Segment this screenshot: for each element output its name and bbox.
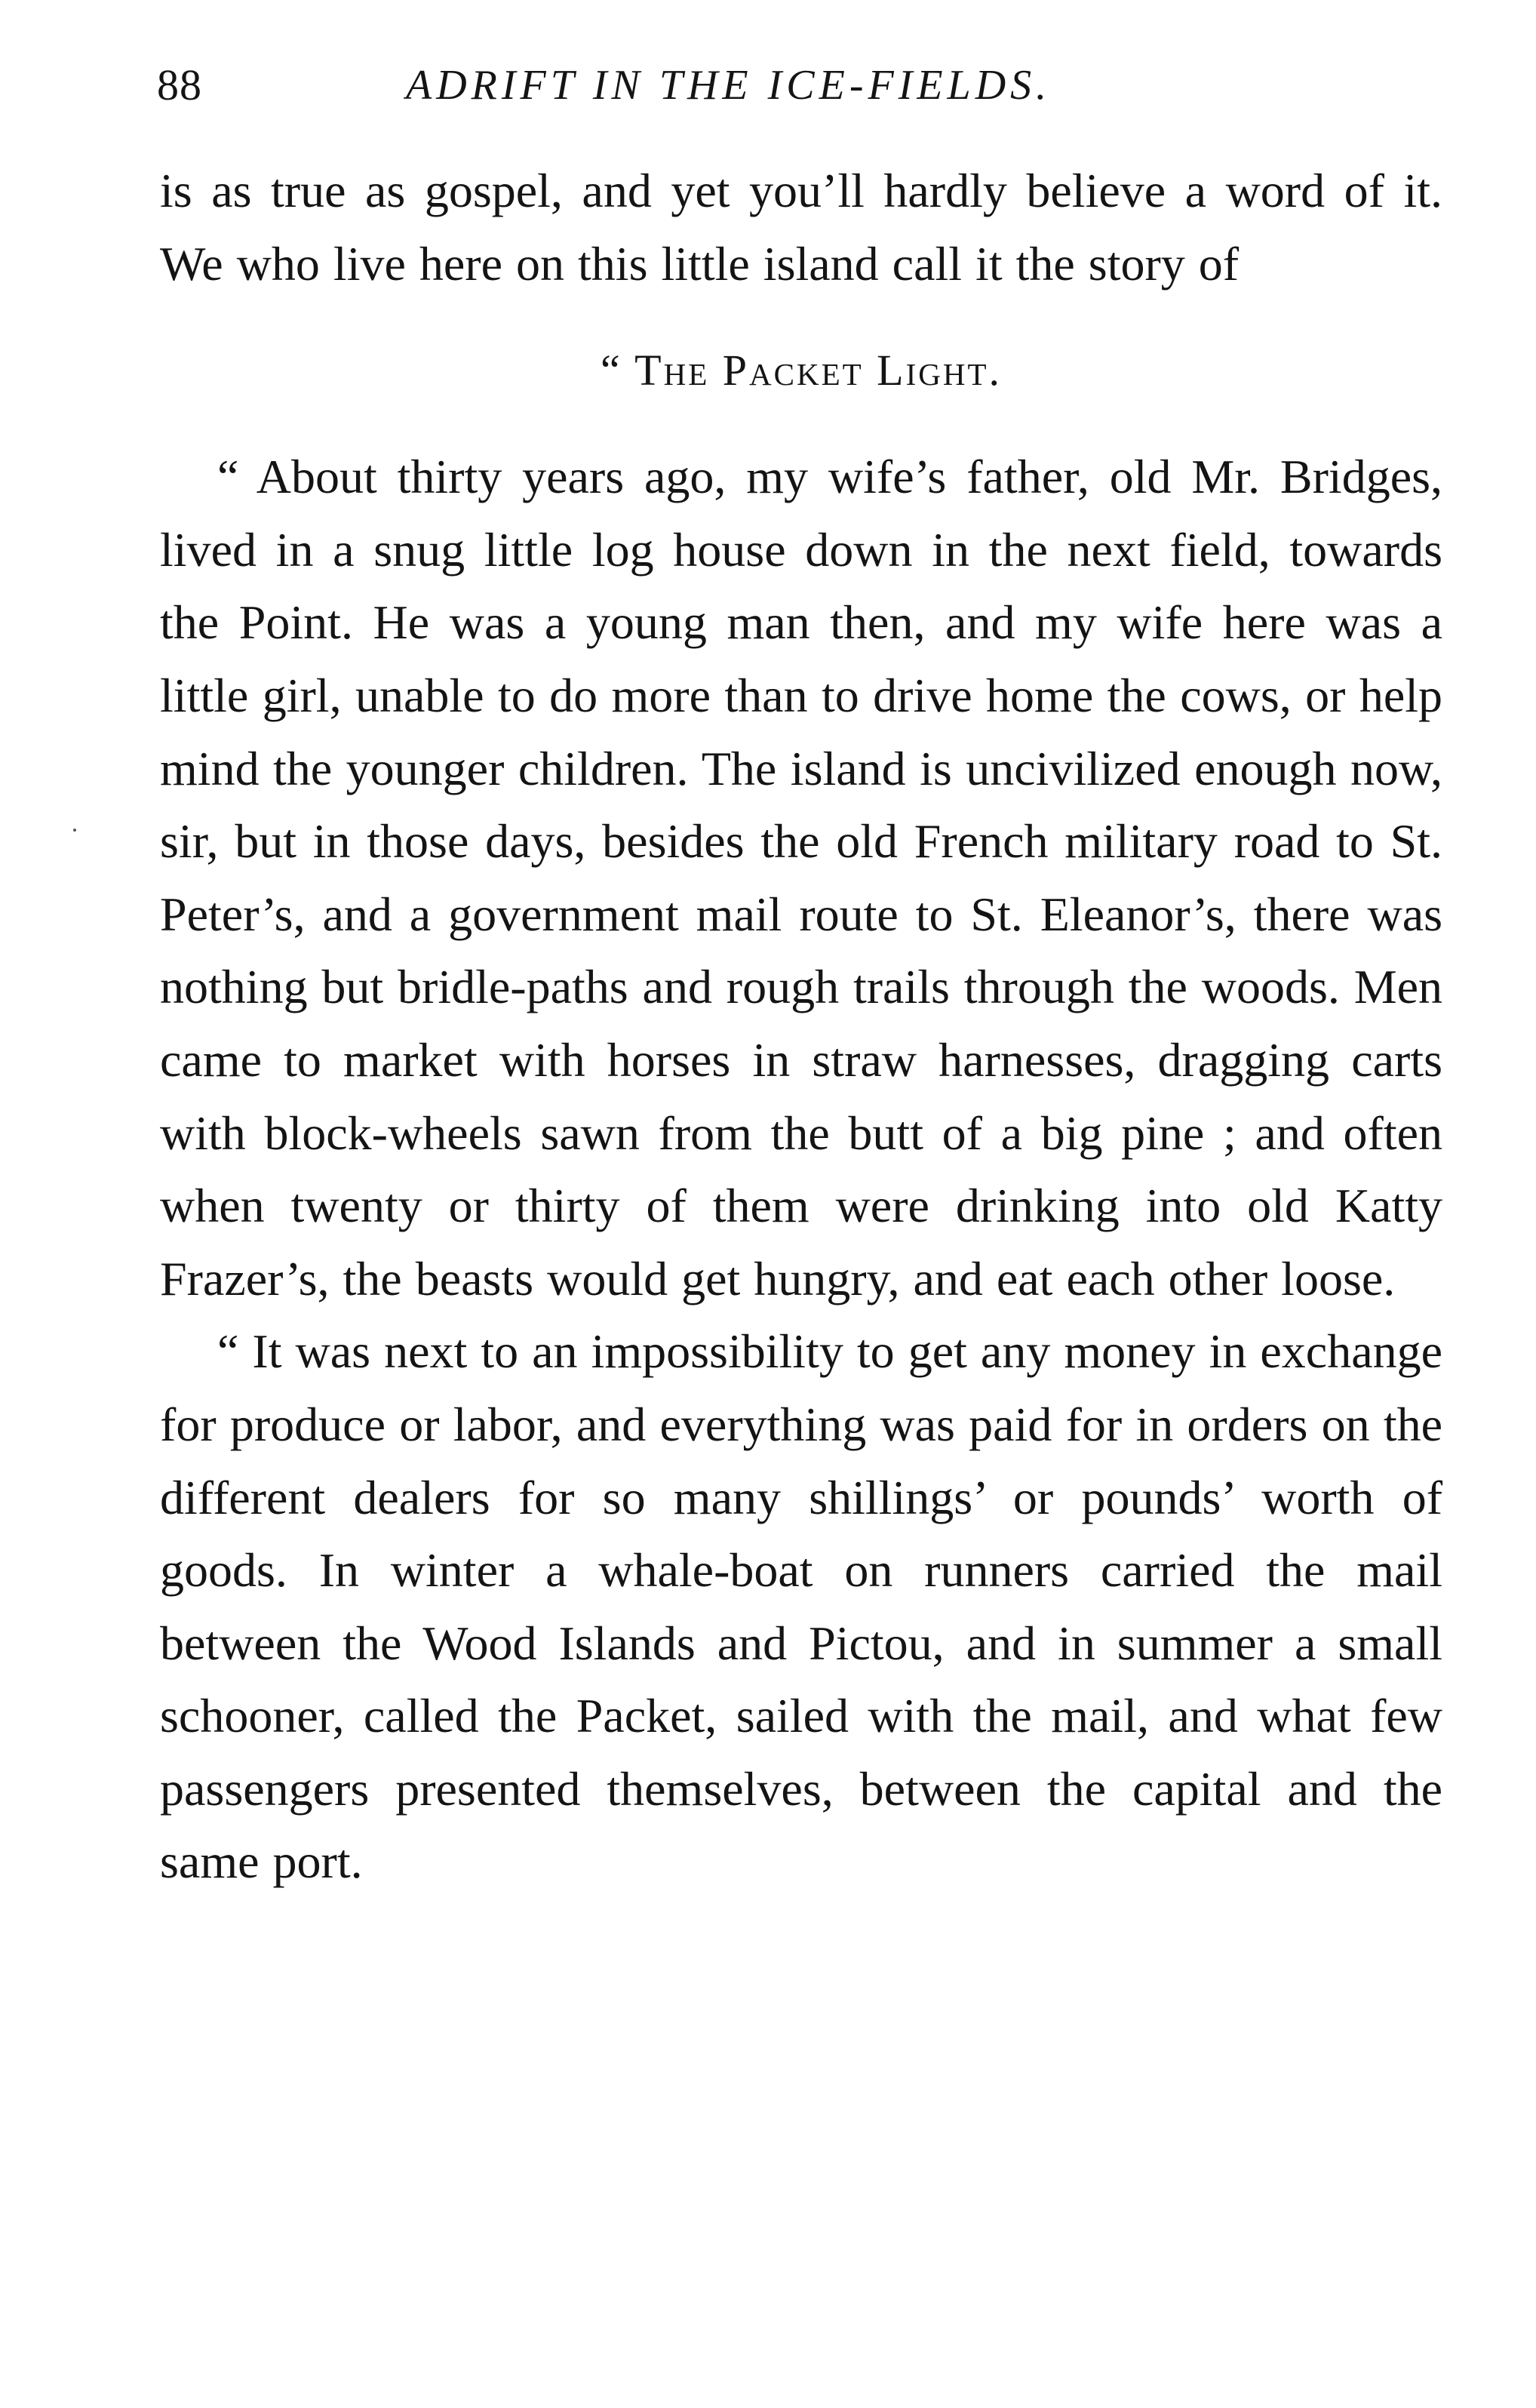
paragraph-2: “ It was next to an impossibility to get any money in exchange for produce or labor, and everything was paid for in orders on the different dealers for so many shillings’ or pounds’ worth of goods. In winter a whale-boat on runners carried the mail between the Wood Islands and Pictou, and in summer a small schooner, called the Packet, sailed with the mail, and what few passengers presented themselves, between the capital and the same port. <box>160 1324 1442 1889</box>
page-number: 88 <box>157 60 202 109</box>
opening-paragraph: is as true as gospel, and yet you’ll hardly believe a word of it. We who live here on this little island call it the story of <box>160 164 1442 291</box>
section-title: “ The Packet Light. <box>600 346 1003 395</box>
running-head <box>157 51 1439 119</box>
running-title: ADRIFT IN THE ICE-FIELDS. <box>406 62 1052 109</box>
body-text <box>160 155 1442 1899</box>
paragraph-1: “ About thirty years ago, my wife’s father, old Mr. Bridges, lived in a snug little log house down in the next field, towards the Point. He was a young man then, and my wife here was a little girl, unable to do more than to drive home the cows, or help mind the younger children. The island is uncivilized enough now, sir, but in those days, besides the old French military road to St. Peter’s, and a government mail route to St. Eleanor’s, there was nothing but bridle-paths and rough trails through the woods. Men came to market with horses in straw harnesses, dragging carts with block-wheels sawn from the butt of a big pine ; and often when twenty or thirty of them were drinking into old Katty Frazer’s, the beasts would get hungry, and eat each other loose. <box>160 450 1442 1305</box>
margin-speck <box>73 829 76 832</box>
